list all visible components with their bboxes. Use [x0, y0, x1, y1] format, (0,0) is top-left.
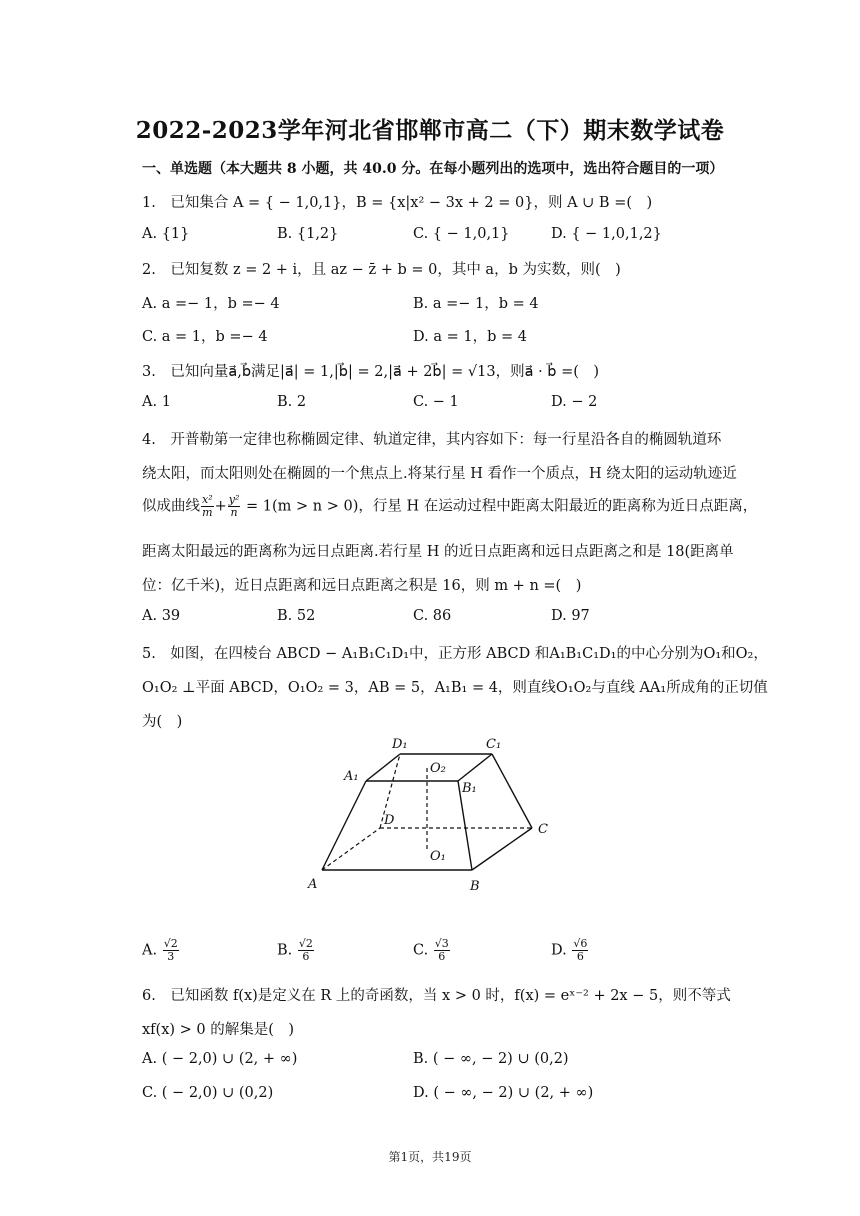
q5-option-b: B. $\frac{√2}{6}$	[277, 937, 313, 963]
edge-c-c1	[492, 754, 532, 828]
q6-option-a: A. ( − 2,0) ∪ (2, + ∞)	[142, 1051, 298, 1067]
question-5-line-2: O₁O₂ ⊥平面 ABCD，O₁O₂ = 3，AB = 5，A₁B₁ = 4，则直线O₁O₂与直线 AA₁所成角的正切值	[142, 680, 768, 696]
q4-line3-prefix: 似成曲线	[142, 498, 200, 515]
question-6-line-1: 6. 已知函数 f(x)是定义在 R 上的奇函数，当 x > 0 时，f(x) = eˣ⁻² + 2x − 5，则不等式	[142, 988, 731, 1004]
question-4-line-5: 位：亿千米)，近日点距离和远日点距离之积是 16，则 m + n =( )	[142, 578, 582, 594]
q2-option-a: A. a =− 1，b =− 4	[142, 296, 280, 312]
q3-option-b: B. 2	[277, 394, 307, 410]
label-a1: A₁	[344, 769, 359, 784]
question-5-line-1: 5. 如图，在四棱台 ABCD − A₁B₁C₁D₁中，正方形 ABCD 和A₁B₁C₁D₁的中心分别为O₁和O₂，	[142, 646, 768, 662]
q2-option-b: B. a =− 1，b = 4	[413, 296, 539, 312]
q3-option-d: D. − 2	[551, 394, 598, 410]
q5-option-d: D. $\frac{√6}{6}$	[551, 937, 588, 963]
edge-b-c	[472, 828, 532, 870]
q4-option-d: D. 97	[551, 608, 590, 624]
label-a: A	[308, 877, 318, 892]
q3-option-c: C. − 1	[413, 394, 459, 410]
edge-b1-c1	[458, 754, 492, 781]
edge-d1-a1	[366, 754, 400, 781]
question-4-line-4: 距离太阳最远的距离称为远日点距离.若行星 H 的近日点距离和远日点距离之和是 18(距离单	[142, 544, 734, 560]
question-4-line-2: 绕太阳，而太阳则处在椭圆的一个焦点上.将某行星 H 看作一个质点，H 绕太阳的运动轨迹近	[142, 466, 737, 482]
question-1-stem: 1. 已知集合 A = { − 1,0,1}，B = {x|x² − 3x + 2 = 0}，则 A ∪ B =( )	[142, 195, 653, 211]
label-o2: O₂	[430, 761, 446, 776]
edge-a-a1	[322, 781, 366, 870]
question-5-line-3: 为( )	[142, 714, 183, 730]
question-6-line-2: xf(x) > 0 的解集是( )	[142, 1022, 295, 1038]
frustum-figure	[300, 730, 570, 900]
label-c: C	[538, 822, 548, 837]
q5-option-a: A. $\frac{√2}{3}$	[142, 937, 178, 963]
q6-option-d: D. ( − ∞, − 2) ∪ (2, + ∞)	[413, 1085, 594, 1101]
label-b: B	[470, 879, 480, 894]
q6-option-c: C. ( − 2,0) ∪ (0,2)	[142, 1085, 274, 1101]
section-heading: 一、单选题（本大题共 8 小题，共 40.0 分。在每小题列出的选项中，选出符合题目的一项）	[142, 161, 724, 177]
q6-option-b: B. ( − ∞, − 2) ∪ (0,2)	[413, 1051, 569, 1067]
q2-option-c: C. a = 1，b =− 4	[142, 329, 268, 345]
question-2-stem: 2. 已知复数 z = 2 + i，且 az − z̄ + b = 0，其中 a，b 为实数，则( )	[142, 262, 621, 278]
label-d: D	[384, 813, 395, 828]
question-3-stem: 3. 已知向量a⃗,b⃗满足|a⃗| = 1,|b⃗| = 2,|a⃗ + 2b⃗| = √13，则a⃗ · b⃗ =( )	[142, 364, 600, 380]
q1-option-d: D. { − 1,0,1,2}	[551, 226, 662, 242]
q1-option-c: C. { − 1,0,1}	[413, 226, 510, 242]
label-o1: O₁	[430, 849, 446, 864]
page-footer: 第1页，共19页	[388, 1150, 472, 1164]
q4-option-b: B. 52	[277, 608, 316, 624]
q4-line3-suffix: = 1(m > n > 0)，行星 H 在运动过程中距离太阳最近的距离称为近日点距离，	[241, 498, 758, 515]
label-d1: D₁	[392, 737, 408, 752]
q1-option-b: B. {1,2}	[277, 226, 339, 242]
q5-option-c: C. $\frac{√3}{6}$	[413, 937, 449, 963]
q1-option-a: A. {1}	[142, 226, 190, 242]
ellipse-fraction-x: $\frac{\text{x²}}{m}$	[202, 493, 213, 519]
ellipse-fraction-y: $\frac{\text{y²}}{n}$	[228, 493, 240, 519]
q4-option-c: C. 86	[413, 608, 452, 624]
label-c1: C₁	[486, 737, 502, 752]
q2-option-d: D. a = 1，b = 4	[413, 329, 527, 345]
hidden-edge-a-d	[322, 828, 380, 870]
question-4-line-1: 4. 开普勒第一定律也称椭圆定律、轨道定律，其内容如下：每一行星沿各自的椭圆轨道环	[142, 432, 722, 448]
q3-option-a: A. 1	[142, 394, 171, 410]
page-title: 2022-2023学年河北省邯郸市高二（下）期末数学试卷	[135, 117, 725, 144]
label-b1: B₁	[462, 781, 477, 796]
q4-option-a: A. 39	[142, 608, 181, 624]
question-4-line-3: 似成曲线 $\frac{\text{x²}}{m}$ + $\frac{\text{y²}}{n}$ = 1(m > n > 0)，行星 H 在运动过程中距离太阳最近的距离称为近日点距离，	[142, 493, 758, 519]
